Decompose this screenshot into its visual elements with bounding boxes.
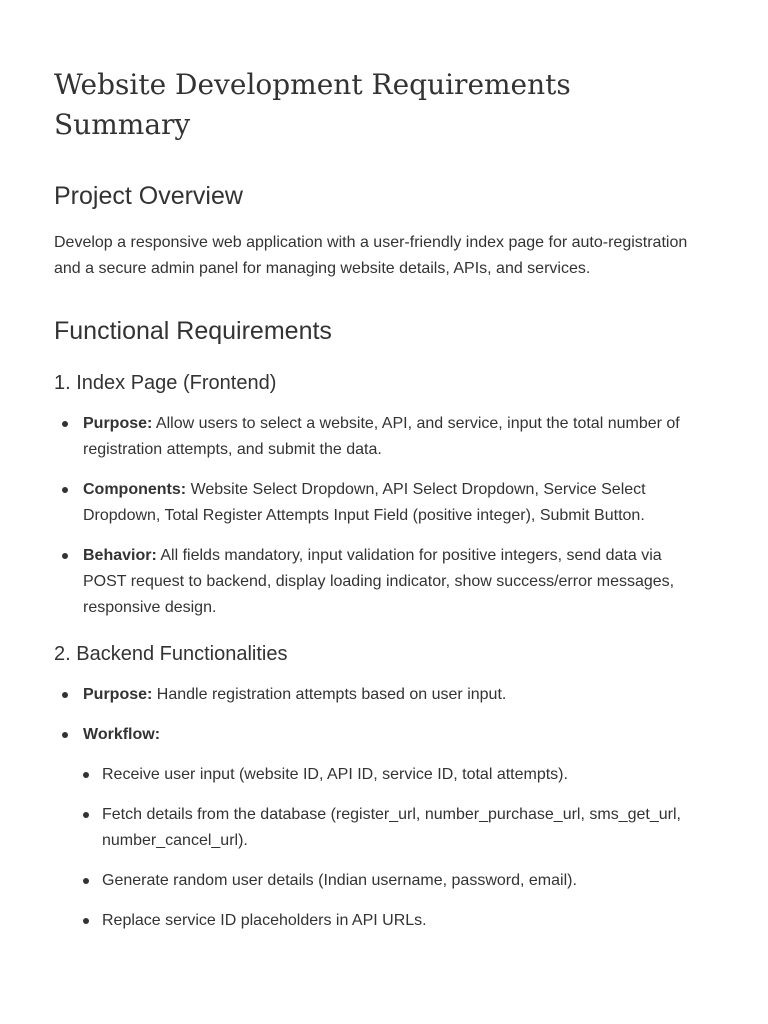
list-item-components (54, 477, 700, 529)
list-item-workflow (54, 722, 700, 934)
project-overview-section (54, 180, 700, 282)
item-label: Behavior: (83, 547, 157, 564)
list-item-behavior (54, 543, 700, 621)
workflow-step (83, 908, 700, 934)
section-heading-functional-requirements: Functional Requirements (54, 317, 332, 345)
item-label: Purpose: (83, 686, 153, 703)
subsection-heading-index-page: 1. Index Page (Frontend) (54, 372, 277, 394)
workflow-steps-list (83, 762, 700, 934)
bullet-icon (83, 812, 89, 818)
project-overview-paragraph: Develop a responsive web application with a user-friendly index page for auto-registration and a secure admin panel for managing website details, APIs, and services. (54, 234, 688, 277)
list-item-purpose (54, 411, 700, 463)
document-title: Website Development Requirements Summary (54, 68, 571, 141)
step-text: Generate random user details (Indian username, password, email). (102, 872, 577, 889)
bullet-icon (62, 692, 68, 698)
list-item-backend-purpose (54, 682, 700, 708)
bullet-icon (83, 772, 89, 778)
bullet-icon (62, 421, 68, 427)
step-text: Fetch details from the database (register_url, number_purchase_url, sms_get_url, number_cancel_url). (102, 806, 681, 849)
document-page (54, 0, 700, 934)
item-text: All fields mandatory, input validation for positive integers, send data via POST request to backend, display loading indicator, show success/error messages, responsive design. (83, 547, 675, 616)
workflow-step (83, 802, 700, 854)
item-label: Workflow: (83, 726, 161, 743)
workflow-step (83, 762, 700, 788)
backend-list (54, 682, 700, 934)
step-text: Receive user input (website ID, API ID, service ID, total attempts). (102, 766, 568, 783)
item-text: Website Select Dropdown, API Select Dropdown, Service Select Dropdown, Total Register Attempts Input Field (positive integer), Submit Button. (83, 481, 646, 524)
bullet-icon (83, 878, 89, 884)
bullet-icon (62, 487, 68, 493)
item-label: Components: (83, 481, 187, 498)
section-heading-project-overview: Project Overview (54, 182, 243, 210)
index-page-list (54, 411, 700, 621)
workflow-step (83, 868, 700, 894)
item-text: Handle registration attempts based on user input. (156, 686, 507, 703)
bullet-icon (83, 918, 89, 924)
subsection-heading-backend: 2. Backend Functionalities (54, 643, 288, 665)
step-text: Replace service ID placeholders in API URLs. (102, 912, 427, 929)
functional-requirements-section (54, 315, 700, 934)
item-label: Purpose: (83, 415, 153, 432)
item-text: Allow users to select a website, API, and service, input the total number of registration attempts, and submit the data. (83, 415, 680, 458)
bullet-icon (62, 732, 68, 738)
bullet-icon (62, 553, 68, 559)
